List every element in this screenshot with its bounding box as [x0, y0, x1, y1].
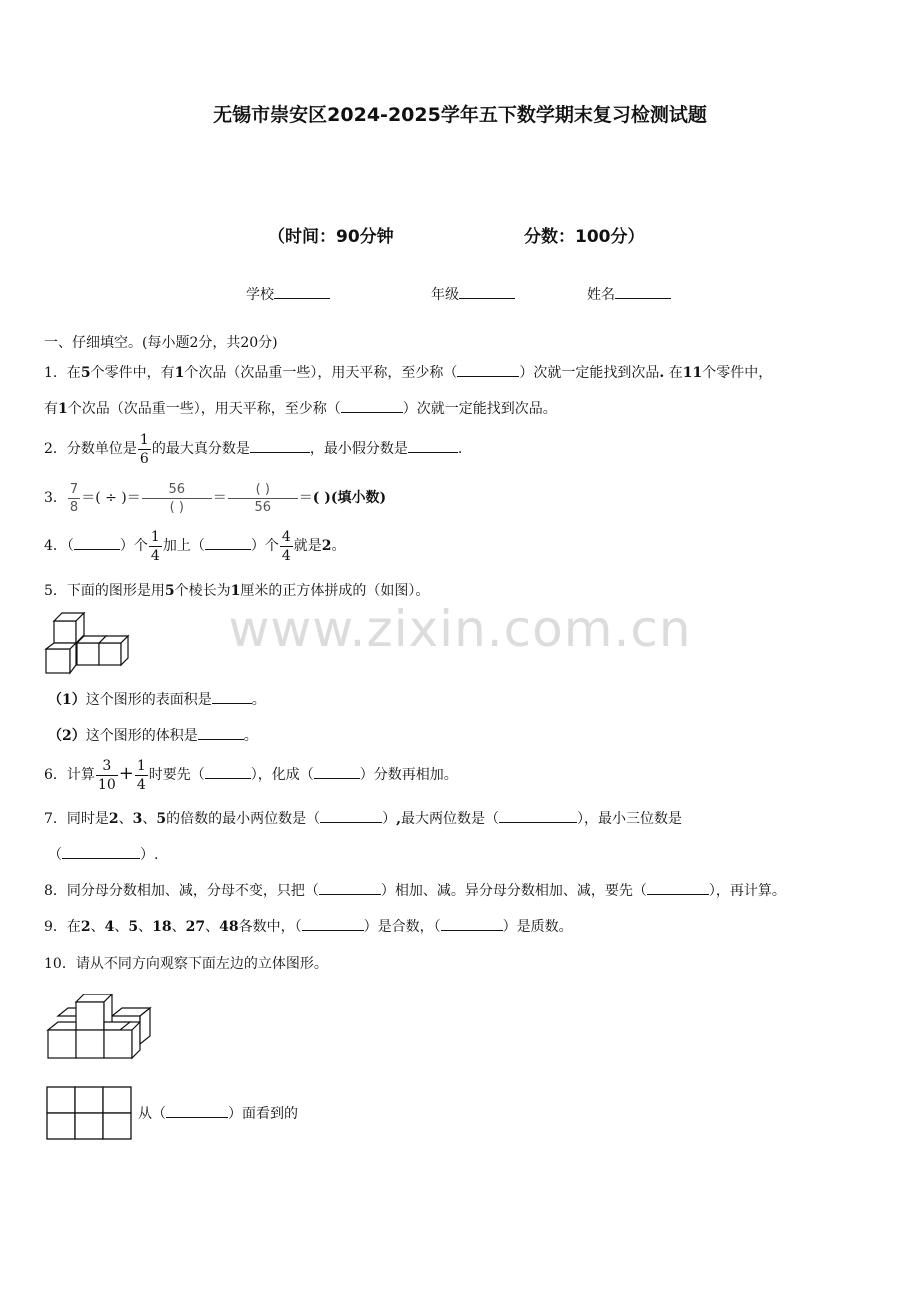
question-5-part-2: （2）这个图形的体积是 。: [48, 725, 258, 745]
q8-blank-1[interactable]: [319, 880, 381, 895]
q8-blank-2[interactable]: [647, 880, 709, 895]
page-title: 无锡市崇安区2024-2025学年五下数学期末复习检测试题: [213, 104, 707, 126]
q5-blank-1[interactable]: [212, 689, 252, 704]
fraction-blank-over-56[interactable]: $\frac{( )}{56}$: [228, 483, 298, 514]
fraction-1-4: $\frac{1}{4}$: [150, 528, 160, 564]
q7-blank-3[interactable]: [62, 844, 140, 859]
question-10-answer: 从（ ）面看到的: [138, 1103, 298, 1123]
grade-label: 年级: [431, 287, 459, 303]
grade-field: [431, 284, 515, 304]
question-7-line-1: 7．同时是2、3、5的倍数的最小两位数是（ ）,最大两位数是（ ），最小三位数是: [44, 808, 682, 828]
question-10: 10．请从不同方向观察下面左边的立体图形。: [44, 956, 328, 972]
q2-blank-1[interactable]: [250, 438, 310, 453]
question-8: 8．同分母分数相加、减，分母不变，只把（ ）相加、减。异分母分数相加、减，要先（ ），再计算。: [44, 880, 786, 900]
school-label: 学校: [246, 287, 274, 303]
q7-blank-1[interactable]: [320, 808, 382, 823]
q3-division-blank[interactable]: ( ÷ ): [95, 490, 127, 506]
fraction-3-10: $\frac{3}{10}$: [97, 757, 116, 793]
section-header: 一、仔细填空。(每小题2分，共20分): [44, 335, 278, 351]
name-label: 姓名: [587, 287, 615, 303]
question-2: 2．分数单位是 $\frac{1}{6}$ 的最大真分数是 ，最小假分数是 .: [44, 431, 463, 467]
fraction-7-8: $\frac{7}{8}$: [69, 481, 79, 515]
grade-blank[interactable]: [459, 284, 515, 299]
name-blank[interactable]: [615, 284, 671, 299]
exam-time: （时间：90分钟: [268, 227, 394, 247]
fraction-4-4: $\frac{4}{4}$: [281, 528, 291, 564]
view-grid: [46, 1086, 134, 1142]
q6-blank-2[interactable]: [314, 764, 360, 779]
watermark: www.zixin.com.cn: [228, 600, 692, 658]
q4-blank-2[interactable]: [205, 535, 251, 550]
question-5-part-1: （1）这个图形的表面积是 。: [48, 689, 266, 709]
fraction-56-over-blank[interactable]: $\frac{56}{( )}$: [142, 483, 212, 514]
question-3: 3． $\frac{7}{8}$ ＝( ÷ )＝ $\frac{56}{( )}$ ＝ $\frac{( )}{56}$ ＝( )(填小数): [44, 481, 387, 515]
name-field: [587, 284, 671, 304]
q1-blank-2[interactable]: [341, 398, 403, 413]
question-1-line-2: 有1个次品（次品重一些），用天平称，至少称（ ）次就一定能找到次品。: [44, 398, 557, 418]
fraction-1-6: $\frac{1}{6}$: [139, 431, 149, 467]
q5-blank-2[interactable]: [198, 725, 244, 740]
question-7-line-2: （ ）.: [48, 844, 158, 864]
q4-blank-1[interactable]: [74, 535, 120, 550]
school-field: [246, 284, 330, 304]
question-6: 6．计算 $\frac{3}{10}$ + $\frac{1}{4}$ 时要先（ ），化成（ ）分数再相加。: [44, 757, 458, 793]
exam-score: 分数：100分）: [524, 227, 645, 247]
q6-blank-1[interactable]: [205, 764, 251, 779]
question-5: 5．下面的图形是用5个棱长为1厘米的正方体拼成的（如图）。: [44, 583, 430, 599]
q1-blank-1[interactable]: [457, 362, 519, 377]
q9-blank-2[interactable]: [441, 916, 503, 931]
q7-blank-2[interactable]: [499, 808, 577, 823]
q2-blank-2[interactable]: [408, 438, 458, 453]
fraction-1-4-b: $\frac{1}{4}$: [136, 757, 146, 793]
question-9: 9．在2、4、5、18、27、48各数中，（ ）是合数，（ ）是质数。: [44, 916, 573, 936]
q9-blank-1[interactable]: [302, 916, 364, 931]
q10-blank[interactable]: [166, 1103, 228, 1118]
school-blank[interactable]: [274, 284, 330, 299]
q3-decimal-blank[interactable]: ( )(填小数): [312, 490, 387, 506]
question-1-line-1: 1．在5个零件中，有1个次品（次品重一些），用天平称，至少称（ ）次就一定能找到次品. 在11个零件中，: [44, 362, 772, 382]
question-4: 4．（ ）个 $\frac{1}{4}$ 加上（ ）个 $\frac{4}{4}$ 就是2。: [44, 528, 346, 564]
cube-figure-10: [44, 994, 158, 1060]
